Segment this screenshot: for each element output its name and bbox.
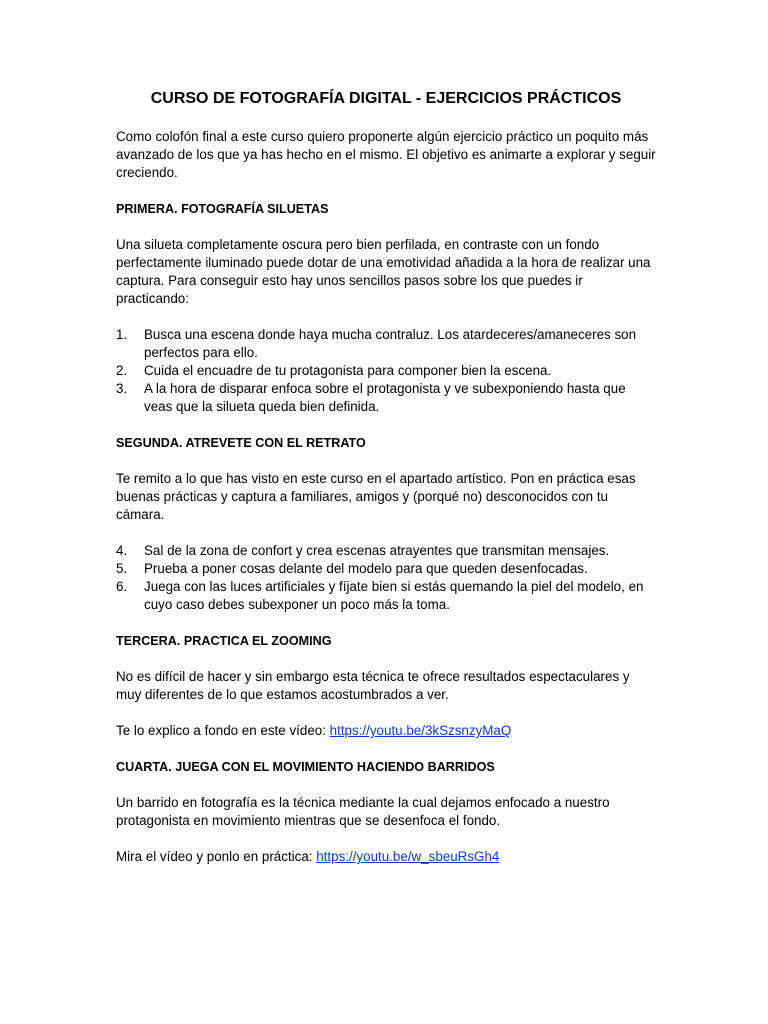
section-paragraph-cuarta: Un barrido en fotografía es la técnica mediante la cual dejamos enfocado a nuestro protagonista en movimiento mientras que se desenfoca el fondo.: [116, 795, 610, 828]
youtube-link-zooming[interactable]: https://youtu.be/3kSzsnzyMaQ: [329, 723, 512, 738]
youtube-link-barridos[interactable]: https://youtu.be/w_sbeuRsGh4: [316, 849, 500, 864]
section-heading-segunda: SEGUNDA. ATREVETE CON EL RETRATO: [116, 436, 366, 450]
list-item-number: 2.: [116, 363, 128, 378]
list-item: [116, 542, 656, 560]
list-item-number: 3.: [116, 381, 128, 396]
list-item-text: Juega con las luces artificiales y fíjate bien si estás quemando la piel del modelo, en cuyo caso debes subexponer un poco más la toma.: [144, 579, 644, 612]
list-item-text: A la hora de disparar enfoca sobre el protagonista y ve subexponiendo hasta que veas que la silueta queda bien definida.: [144, 381, 626, 414]
section-heading-tercera: TERCERA. PRACTICA EL ZOOMING: [116, 634, 332, 648]
list-item-number: 4.: [116, 543, 128, 558]
section-heading-primera: PRIMERA. FOTOGRAFÍA SILUETAS: [116, 202, 329, 216]
section-heading-cuarta: CUARTA. JUEGA CON EL MOVIMIENTO HACIENDO BARRIDOS: [116, 760, 495, 774]
list-item-text: Sal de la zona de confort y crea escenas atrayentes que transmitan mensajes.: [144, 543, 610, 558]
steps-list-segunda: [116, 542, 656, 614]
steps-list-primera: [116, 326, 656, 416]
video-line-prefix: Te lo explico a fondo en este vídeo:: [116, 723, 330, 738]
list-item-text: Prueba a poner cosas delante del modelo para que queden desenfocadas.: [144, 561, 588, 576]
list-item: [116, 380, 656, 416]
list-item: [116, 326, 656, 362]
list-item: [116, 578, 656, 614]
document-page: [116, 88, 656, 884]
list-item-text: Busca una escena donde haya mucha contraluz. Los atardeceres/amaneceres son perfectos para ello.: [144, 327, 637, 360]
video-line-prefix: Mira el vídeo y ponlo en práctica:: [116, 849, 317, 864]
list-item-text: Cuida el encuadre de tu protagonista para componer bien la escena.: [144, 363, 552, 378]
list-item-number: 1.: [116, 327, 128, 342]
list-item-number: 6.: [116, 579, 128, 594]
video-line-cuarta: [116, 848, 656, 866]
list-item: [116, 362, 656, 380]
intro-paragraph: Como colofón final a este curso quiero proponerte algún ejercicio práctico un poquito más avanzado de los que ya has hecho en el mismo. El objetivo es animarte a explorar y seguir creciendo.: [116, 129, 656, 180]
document-title: CURSO DE FOTOGRAFÍA DIGITAL - EJERCICIOS PRÁCTICOS: [150, 90, 622, 107]
section-paragraph-tercera: No es difícil de hacer y sin embargo esta técnica te ofrece resultados espectaculares y muy diferentes de lo que estamos acostumbrados a ver.: [116, 669, 630, 702]
video-line-tercera: [116, 722, 656, 740]
list-item: [116, 560, 656, 578]
section-paragraph-primera: Una silueta completamente oscura pero bien perfilada, en contraste con un fondo perfectamente iluminado puede dotar de una emotividad añadida a la hora de realizar una captura. Para conseguir esto hay unos sencillos pasos sobre los que puedes ir practicando:: [116, 237, 651, 306]
section-paragraph-segunda: Te remito a lo que has visto en este curso en el apartado artístico. Pon en práctica esas buenas prácticas y captura a familiares, amigos y (porqué no) desconocidos con tu cámara.: [116, 471, 636, 522]
list-item-number: 5.: [116, 561, 128, 576]
